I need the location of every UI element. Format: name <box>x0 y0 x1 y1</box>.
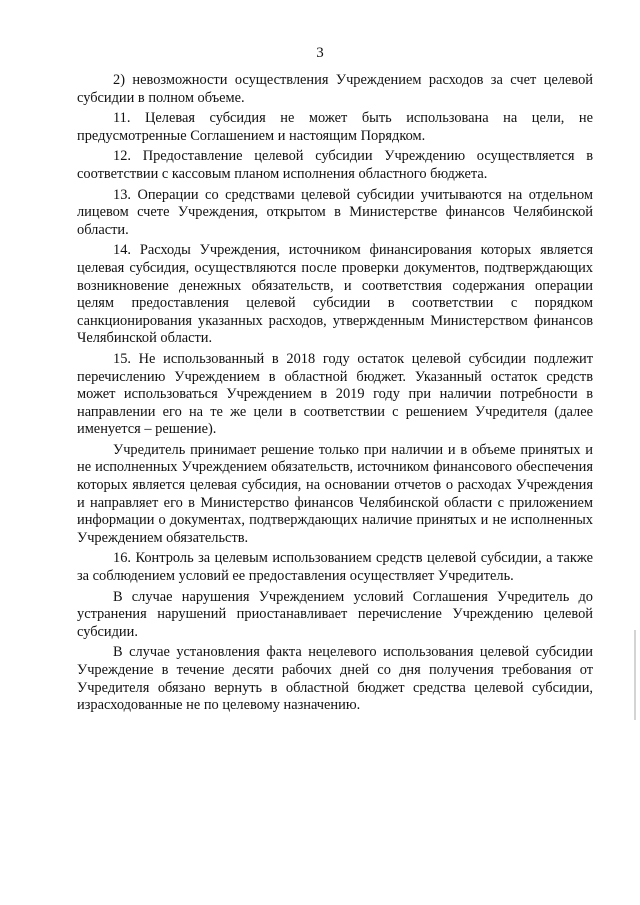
paragraph-16-violation: В случае нарушения Учреждением условий Соглашения Учредитель до устранения нарушений приостанавливает перечисление Учреждению целевой субсидии. <box>77 588 593 640</box>
paragraph-13: 13. Операции со средствами целевой субсидии учитываются на отдельном лицевом счете Учреждения, открытом в Министерстве финансов Челябинской области. <box>77 186 593 238</box>
paragraph-11: 11. Целевая субсидия не может быть использована на цели, не предусмотренные Соглашением и настоящим Порядком. <box>77 110 593 144</box>
scan-edge-mark <box>634 630 636 720</box>
paragraph-16-misuse: В случае установления факта нецелевого использования целевой субсидии Учреждение в течение десяти рабочих дней со дня получения требования от Учредителя обязано вернуть в областной бюджет средства целевой субсидии, израсходованные не по целевому назначению. <box>77 644 593 714</box>
paragraph-item-2: 2) невозможности осуществления Учреждением расходов за счет целевой субсидии в полном объеме. <box>77 72 593 106</box>
paragraph-15: 15. Не использованный в 2018 году остаток целевой субсидии подлежит перечислению Учреждением в областной бюджет. Указанный остаток средств может использоваться Учреждением в 2019 году при наличии потребности в направлении его на те же цели в соответствии с решением Учредителя (далее именуется – решение). <box>77 350 593 438</box>
document-body <box>77 72 593 718</box>
paragraph-15-continued: Учредитель принимает решение только при наличии и в объеме принятых и не исполненных Учреждением обязательств, источником финансового обеспечения которых является целевая субсидия, на основании отчетов о расходах Учреждения и направляет его в Министерство финансов Челябинской области с приложением информации о документах, подтверждающих наличие принятых и не исполненных Учреждением обязательств. <box>77 441 593 546</box>
paragraph-16: 16. Контроль за целевым использованием средств целевой субсидии, а также за соблюдением условий ее предоставления осуществляет Учредитель. <box>77 550 593 585</box>
page-number: 3 <box>316 45 324 61</box>
paragraph-12: 12. Предоставление целевой субсидии Учреждению осуществляется в соответствии с кассовым планом исполнения областного бюджета. <box>77 148 593 182</box>
paragraph-14: 14. Расходы Учреждения, источником финансирования которых является целевая субсидия, осуществляются после проверки документов, подтверждающих возникновение денежных обязательств, и соответствия содержания операции целям предоставления целевой субсидии в соответствии с порядком санкционирования указанных расходов, утвержденным Министерством финансов Челябинской области. <box>77 242 593 347</box>
